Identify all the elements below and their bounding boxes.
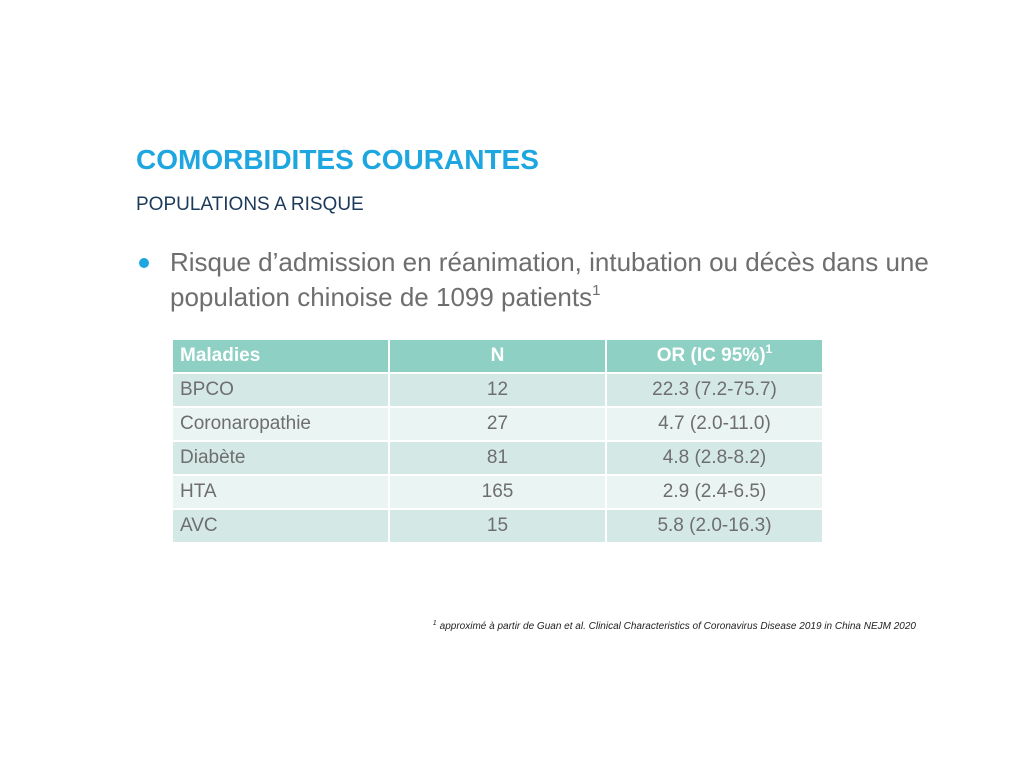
- footnote: [433, 620, 916, 634]
- cell-maladie: Coronaropathie: [173, 408, 388, 440]
- header-cell-or: [607, 340, 822, 372]
- cell-or: 5.8 (2.0-16.3): [607, 510, 822, 542]
- cell-or: 4.7 (2.0-11.0): [607, 408, 822, 440]
- footnote-text: approximé à partir de Guan et al. Clinical Characteristics of Coronavirus Disease 2019 in China NEJM 2020: [439, 621, 916, 632]
- table-row: [173, 408, 822, 440]
- cell-or: 4.8 (2.8-8.2): [607, 442, 822, 474]
- table-row: [173, 374, 822, 406]
- cell-n: 27: [390, 408, 605, 440]
- cell-n: 81: [390, 442, 605, 474]
- bullet-item: [170, 245, 970, 315]
- cell-n: 165: [390, 476, 605, 508]
- bullet-icon: [139, 258, 149, 268]
- cell-or: 22.3 (7.2-75.7): [607, 374, 822, 406]
- cell-or: 2.9 (2.4-6.5): [607, 476, 822, 508]
- header-footnote-ref: 1: [765, 342, 773, 356]
- header-cell-n: N: [390, 340, 605, 372]
- footnote-marker: 1: [432, 620, 437, 627]
- comorbidity-table: [171, 338, 824, 544]
- cell-maladie: Diabète: [173, 442, 388, 474]
- header-cell-or-label: OR (IC 95%): [656, 345, 766, 366]
- cell-n: 15: [390, 510, 605, 542]
- cell-n: 12: [390, 374, 605, 406]
- table-row: [173, 510, 822, 542]
- slide-title: COMORBIDITES COURANTES: [136, 144, 539, 175]
- bullet-footnote-ref: 1: [592, 282, 601, 299]
- slide-subtitle: POPULATIONS A RISQUE: [136, 194, 364, 215]
- bullet-text: Risque d’admission en réanimation, intubation ou décès dans une population chinoise de 1099 patients: [170, 247, 929, 312]
- table-row: [173, 442, 822, 474]
- table-row: [173, 476, 822, 508]
- header-cell-maladies: Maladies: [173, 340, 388, 372]
- table-header-row: [173, 340, 822, 372]
- cell-maladie: BPCO: [173, 374, 388, 406]
- cell-maladie: AVC: [173, 510, 388, 542]
- cell-maladie: HTA: [173, 476, 388, 508]
